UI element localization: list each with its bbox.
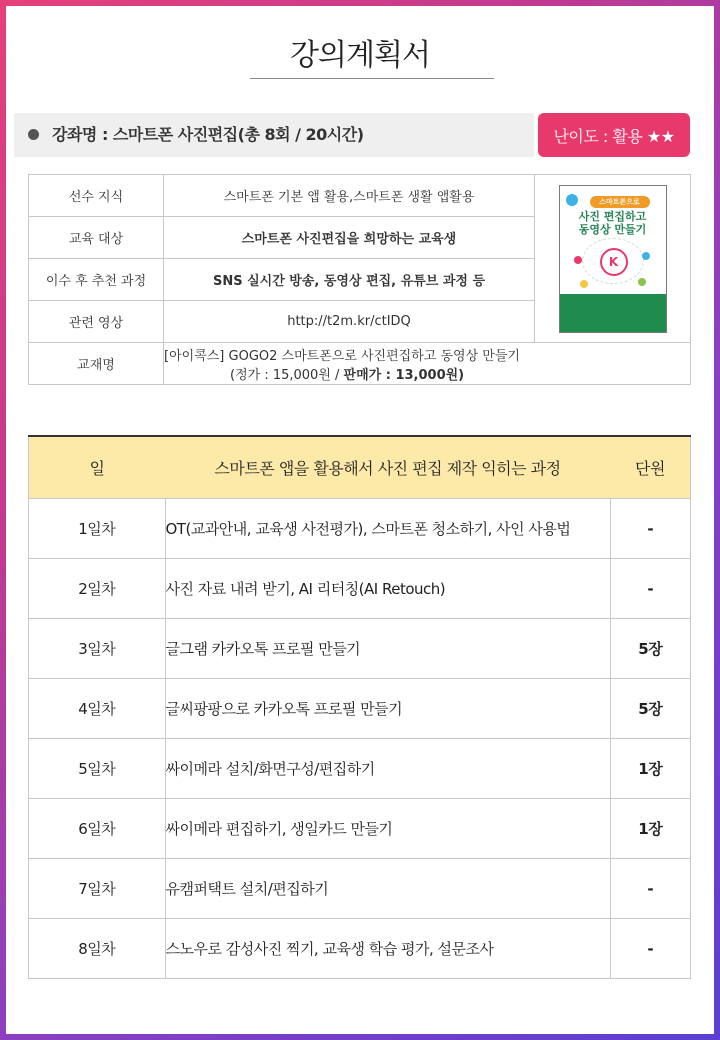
topic-cell: 싸이메라 편집하기, 생일카드 만들기: [165, 799, 610, 859]
cover-title-line1: 사진 편집하고: [578, 209, 647, 223]
title-underline: [250, 78, 494, 79]
course-info-table: [28, 174, 691, 385]
cover-badge: 스마트폰으로: [590, 196, 650, 208]
textbook-price: [164, 364, 690, 383]
day-cell: 5일차: [29, 739, 166, 799]
difficulty-badge: 난이도 : 활용 ★★: [538, 113, 690, 157]
info-label: 교육 대상: [29, 217, 164, 259]
info-row-textbook: [29, 343, 691, 385]
topic-cell: 사진 자료 내려 받기, AI 리터칭(AI Retouch): [165, 559, 610, 619]
table-row: [29, 859, 691, 919]
video-link[interactable]: http://t2m.kr/ctIDQ: [164, 301, 535, 343]
info-label: 관련 영상: [29, 301, 164, 343]
day-cell: 3일차: [29, 619, 166, 679]
info-label: 교재명: [29, 343, 164, 385]
unit-cell: 5장: [610, 679, 691, 739]
unit-cell: 5장: [610, 619, 691, 679]
table-row: [29, 499, 691, 559]
cover-title: [560, 210, 666, 236]
unit-cell: 1장: [610, 739, 691, 799]
cover-title-line2: 동영상 만들기: [578, 222, 647, 236]
day-cell: 1일차: [29, 499, 166, 559]
day-cell: 7일차: [29, 859, 166, 919]
cover-dot-icon: [580, 280, 588, 288]
cover-dot-icon: [574, 256, 582, 264]
info-value: 스마트폰 사진편집을 희망하는 교육생: [164, 217, 535, 259]
table-row: [29, 619, 691, 679]
textbook-name: [아이콕스] GOGO2 스마트폰으로 사진편집하고 동영상 만들기: [164, 348, 520, 364]
sale-price: 판매가 : 13,000원): [343, 367, 465, 383]
table-row: [29, 559, 691, 619]
textbook-value: [164, 343, 691, 385]
day-cell: 2일차: [29, 559, 166, 619]
day-cell: 6일차: [29, 799, 166, 859]
topic-cell: 글씨팡팡으로 카카오톡 프로필 만들기: [165, 679, 610, 739]
table-row: [29, 919, 691, 979]
unit-cell: -: [610, 859, 691, 919]
schedule-table: [28, 435, 691, 979]
cover-dot-icon: [638, 278, 646, 286]
topic-cell: OT(교과안내, 교육생 사전평가), 스마트폰 청소하기, 사인 사용법: [165, 499, 610, 559]
topic-cell: 글그램 카카오톡 프로필 만들기: [165, 619, 610, 679]
info-label: 이수 후 추천 과정: [29, 259, 164, 301]
table-row: [29, 739, 691, 799]
topic-cell: 유캠퍼택트 설치/편집하기: [165, 859, 610, 919]
header-day: 일: [29, 436, 166, 499]
schedule-header-row: [29, 436, 691, 499]
page-title: 강의계획서: [290, 38, 430, 73]
unit-cell: 1장: [610, 799, 691, 859]
unit-cell: -: [610, 559, 691, 619]
course-name: 강좌명 : 스마트폰 사진편집(총 8회 / 20시간): [52, 125, 364, 144]
cover-k-logo: K: [600, 248, 628, 276]
list-price: (정가 : 15,000원 /: [230, 367, 344, 383]
day-cell: 4일차: [29, 679, 166, 739]
unit-cell: -: [610, 919, 691, 979]
textbook-cover-cell: [535, 175, 691, 343]
bullet-icon: [28, 129, 39, 140]
textbook-cover-image: [559, 185, 667, 333]
info-label: 선수 지식: [29, 175, 164, 217]
topic-cell: 싸이메라 설치/화면구성/편집하기: [165, 739, 610, 799]
unit-cell: -: [610, 499, 691, 559]
header-unit: 단원: [610, 436, 691, 499]
topic-cell: 스노우로 감성사진 찍기, 교육생 학습 평가, 설문조사: [165, 919, 610, 979]
info-row-prerequisite: [29, 175, 691, 217]
table-row: [29, 679, 691, 739]
publisher-logo-icon: [566, 194, 578, 206]
day-cell: 8일차: [29, 919, 166, 979]
header-topic: 스마트폰 앱을 활용해서 사진 편집 제작 익히는 과정: [165, 436, 610, 499]
info-value: 스마트폰 기본 앱 활용,스마트폰 생활 앱활용: [164, 175, 535, 217]
cover-dot-icon: [642, 252, 650, 260]
cover-bottom-band: [560, 294, 666, 332]
info-value: SNS 실시간 방송, 동영상 편집, 유튜브 과정 등: [164, 259, 535, 301]
table-row: [29, 799, 691, 859]
